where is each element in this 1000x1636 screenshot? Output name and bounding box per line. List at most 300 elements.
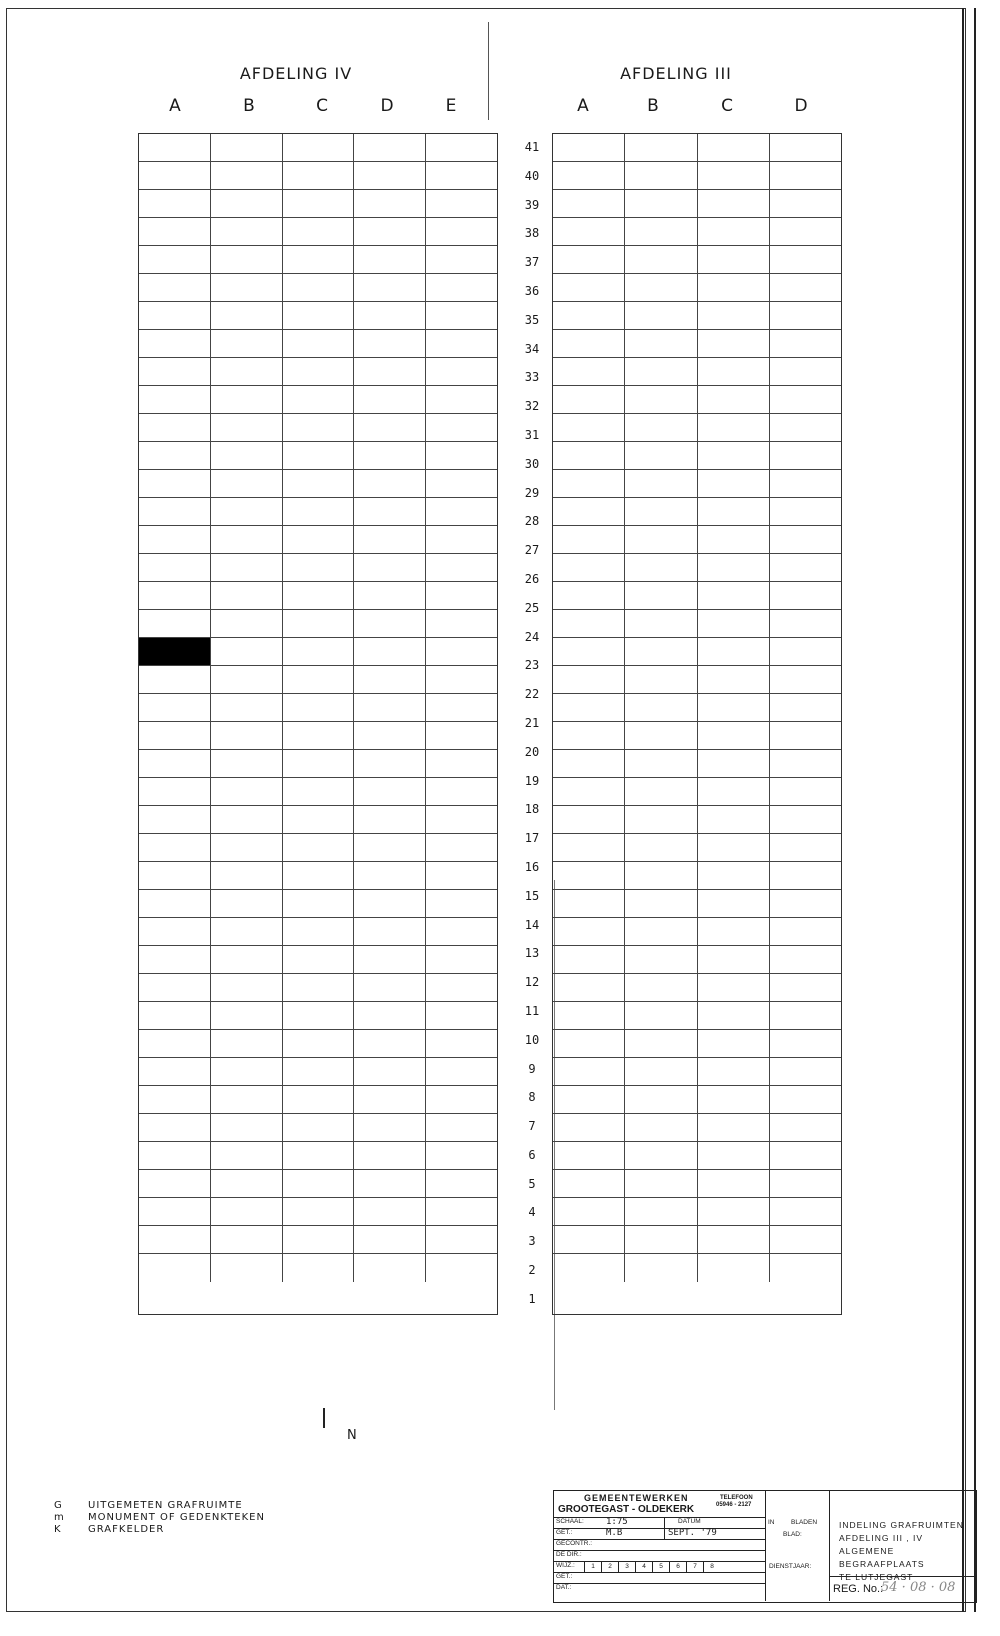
grave-plot [211, 890, 283, 917]
grave-plot [354, 526, 426, 553]
grave-row [553, 386, 841, 414]
grave-plot [283, 666, 355, 693]
grave-plot [211, 946, 283, 973]
grave-plot [426, 386, 497, 413]
grave-plot [426, 722, 497, 749]
grave-row [139, 386, 497, 414]
column-header: D [380, 96, 394, 116]
description-line: INDELING GRAFRUIMTEN [839, 1520, 964, 1530]
grave-plot [354, 414, 426, 441]
grave-row [139, 778, 497, 806]
grave-plot [211, 1198, 283, 1225]
grave-plot [553, 666, 625, 693]
grave-row [553, 862, 841, 890]
grave-plot [770, 862, 841, 889]
legend-text: UITGEMETEN GRAFRUIMTE [88, 1500, 243, 1511]
grave-plot [211, 638, 283, 665]
row-number: 32 [524, 399, 540, 414]
grave-plot [283, 330, 355, 357]
grave-plot [770, 1086, 841, 1113]
grave-row [553, 190, 841, 218]
grave-row [553, 1030, 841, 1058]
grave-plot [698, 1002, 770, 1029]
grave-plot [698, 386, 770, 413]
grave-plot [698, 554, 770, 581]
grave-row [553, 330, 841, 358]
dat-label: DAT.: [556, 1584, 572, 1591]
grave-row [139, 750, 497, 778]
row-number: 36 [524, 283, 540, 298]
grave-plot [770, 218, 841, 245]
grave-row [553, 610, 841, 638]
grave-plot [211, 1086, 283, 1113]
grave-row [553, 918, 841, 946]
grave-plot [283, 946, 355, 973]
grave-plot [553, 778, 625, 805]
grave-plot [698, 610, 770, 637]
grave-plot [625, 1058, 697, 1085]
grave-plot [770, 190, 841, 217]
grave-plot [139, 302, 211, 329]
grave-plot [283, 582, 355, 609]
row-number: 6 [528, 1147, 536, 1162]
grave-plot [426, 750, 497, 777]
grave-plot [354, 778, 426, 805]
grave-plot [553, 554, 625, 581]
grave-row [139, 1002, 497, 1030]
grave-plot [283, 1114, 355, 1141]
grave-plot [625, 610, 697, 637]
grave-plot [625, 638, 697, 665]
grave-row [139, 1198, 497, 1226]
grave-row [139, 414, 497, 442]
grave-row [139, 1030, 497, 1058]
grave-plot [625, 806, 697, 833]
grave-plot [354, 1226, 426, 1253]
schaal-value: 1:75 [606, 1517, 628, 1527]
grave-row [553, 498, 841, 526]
grave-plot [139, 778, 211, 805]
grave-plot [625, 890, 697, 917]
grave-plot [770, 1030, 841, 1057]
north-label: N [347, 1428, 357, 1443]
grave-plot [211, 1030, 283, 1057]
grave-plot [698, 1170, 770, 1197]
legend-text: MONUMENT OF GEDENKTEKEN [88, 1512, 265, 1523]
row-number: 15 [524, 888, 540, 903]
grave-plot [625, 498, 697, 525]
grave-plot [625, 582, 697, 609]
grave-row [553, 302, 841, 330]
grave-plot [426, 946, 497, 973]
grave-plot [698, 666, 770, 693]
grave-row [553, 218, 841, 246]
row-number: 3 [528, 1234, 536, 1249]
grave-plot [211, 414, 283, 441]
grave-plot [698, 470, 770, 497]
grave-row [553, 1114, 841, 1142]
grid-afdeling-iii [552, 133, 842, 1315]
grave-row [139, 554, 497, 582]
grave-plot [283, 806, 355, 833]
grave-row [139, 1086, 497, 1114]
grave-row [553, 442, 841, 470]
grave-plot [354, 386, 426, 413]
grave-plot [354, 806, 426, 833]
grave-row [553, 1142, 841, 1170]
grave-plot [426, 1086, 497, 1113]
org-name: GEMEENTEWERKEN [584, 1493, 689, 1503]
row-number: 25 [524, 600, 540, 615]
grave-plot [553, 638, 625, 665]
grave-row [139, 470, 497, 498]
grave-plot [770, 442, 841, 469]
grave-plot [283, 1030, 355, 1057]
grave-row [553, 666, 841, 694]
grave-row [553, 974, 841, 1002]
revision-number: 1 [584, 1561, 601, 1572]
sheet-right-edge [962, 8, 964, 1612]
column-header: A [577, 96, 589, 116]
grave-plot [625, 694, 697, 721]
section-separator [488, 22, 489, 120]
grave-plot [426, 218, 497, 245]
grave-plot [625, 946, 697, 973]
grave-plot [139, 834, 211, 861]
row-number: 22 [524, 687, 540, 702]
grave-plot [211, 778, 283, 805]
grave-row [139, 190, 497, 218]
grave-plot [698, 638, 770, 665]
grave-plot [426, 778, 497, 805]
grave-plot [698, 694, 770, 721]
grave-plot [211, 358, 283, 385]
column-header: A [169, 96, 181, 116]
grave-plot [283, 1226, 355, 1253]
get-value: M.B [606, 1528, 623, 1538]
grave-plot [283, 442, 355, 469]
row-number: 35 [524, 312, 540, 327]
grave-plot [283, 302, 355, 329]
grave-plot [139, 694, 211, 721]
grave-plot [211, 1114, 283, 1141]
grave-row [553, 834, 841, 862]
grave-plot [354, 638, 426, 665]
telephone-label: TELEFOON [720, 1495, 753, 1501]
grave-plot [553, 386, 625, 413]
row-number: 33 [524, 370, 540, 385]
grave-row [553, 554, 841, 582]
grave-row [553, 1254, 841, 1282]
grave-plot [698, 890, 770, 917]
grave-plot [283, 834, 355, 861]
grave-plot [211, 498, 283, 525]
grave-plot [139, 442, 211, 469]
grave-plot [211, 806, 283, 833]
row-number: 13 [524, 946, 540, 961]
grave-plot [283, 274, 355, 301]
grave-row [139, 694, 497, 722]
grave-plot [625, 1002, 697, 1029]
grave-plot [625, 134, 697, 161]
grave-row [139, 218, 497, 246]
grave-plot [283, 554, 355, 581]
grave-plot [698, 1114, 770, 1141]
grave-plot [553, 890, 625, 917]
grave-plot [770, 1058, 841, 1085]
grave-plot [553, 862, 625, 889]
grave-plot [354, 246, 426, 273]
grave-plot [553, 806, 625, 833]
grave-plot [283, 1058, 355, 1085]
grave-plot [553, 162, 625, 189]
grave-plot [625, 1198, 697, 1225]
grave-plot [354, 582, 426, 609]
grave-plot [354, 498, 426, 525]
revision-number: 7 [686, 1561, 703, 1572]
grave-plot [283, 1254, 355, 1282]
grave-plot [698, 1226, 770, 1253]
grave-plot [770, 1002, 841, 1029]
column-header: D [794, 96, 808, 116]
grave-plot [770, 1114, 841, 1141]
reg-label: REG. No.: [833, 1583, 884, 1595]
grave-plot [770, 162, 841, 189]
grave-plot [139, 862, 211, 889]
grave-plot [354, 470, 426, 497]
grave-row [139, 862, 497, 890]
grave-plot [770, 274, 841, 301]
grave-plot [698, 918, 770, 945]
row-number: 38 [524, 226, 540, 241]
grave-plot [770, 1198, 841, 1225]
grave-plot [553, 1142, 625, 1169]
grave-plot [625, 750, 697, 777]
grave-plot [354, 190, 426, 217]
grave-plot [625, 1170, 697, 1197]
grave-row [553, 1002, 841, 1030]
grave-plot [770, 722, 841, 749]
grave-plot [426, 554, 497, 581]
grave-row [553, 722, 841, 750]
grave-plot [354, 1142, 426, 1169]
grave-plot [139, 1086, 211, 1113]
grave-plot [553, 694, 625, 721]
grave-row [139, 582, 497, 610]
grave-plot [553, 834, 625, 861]
revision-number: 2 [601, 1561, 618, 1572]
grave-plot [426, 834, 497, 861]
grave-plot [426, 1226, 497, 1253]
grave-plot [426, 274, 497, 301]
grave-row [139, 638, 497, 666]
grave-plot [139, 330, 211, 357]
grave-plot [139, 806, 211, 833]
row-number: 1 [528, 1291, 536, 1306]
grave-plot [553, 974, 625, 1001]
grave-plot [553, 1254, 625, 1282]
grave-plot [770, 246, 841, 273]
grave-plot [625, 414, 697, 441]
grave-plot [139, 386, 211, 413]
grave-plot [625, 442, 697, 469]
legend-item [54, 1500, 265, 1512]
grave-plot [625, 1114, 697, 1141]
grave-plot [211, 274, 283, 301]
grave-plot [553, 470, 625, 497]
grave-plot [698, 1058, 770, 1085]
organization-header [554, 1491, 765, 1518]
grave-plot [426, 302, 497, 329]
grave-row [553, 526, 841, 554]
grave-plot [139, 1058, 211, 1085]
row-numbers [512, 133, 552, 1314]
grave-plot [139, 946, 211, 973]
legend-code: K [54, 1524, 62, 1535]
grave-plot [770, 498, 841, 525]
grave-plot [139, 1002, 211, 1029]
grave-plot [698, 778, 770, 805]
row-number: 27 [524, 543, 540, 558]
grave-plot [354, 358, 426, 385]
grave-plot [211, 1002, 283, 1029]
grave-plot [426, 918, 497, 945]
grave-plot [426, 498, 497, 525]
title-block-middle [765, 1491, 830, 1601]
grave-plot [211, 554, 283, 581]
grave-plot [625, 162, 697, 189]
grave-plot [283, 722, 355, 749]
grave-plot [354, 946, 426, 973]
row-number: 40 [524, 168, 540, 183]
grave-plot [426, 974, 497, 1001]
grave-plot [354, 666, 426, 693]
grave-row [139, 1142, 497, 1170]
grave-row [139, 274, 497, 302]
grave-plot [625, 1254, 697, 1282]
grave-plot [211, 442, 283, 469]
grave-row [553, 414, 841, 442]
grave-plot [770, 750, 841, 777]
grave-plot [139, 1030, 211, 1057]
grave-plot [625, 1030, 697, 1057]
grave-plot [698, 134, 770, 161]
row-number: 2 [528, 1263, 536, 1278]
grave-plot [211, 974, 283, 1001]
grave-plot [211, 526, 283, 553]
grave-plot [770, 358, 841, 385]
grave-plot [625, 1142, 697, 1169]
grave-row [553, 358, 841, 386]
grave-row [553, 582, 841, 610]
section-title-iv: AFDELING IV [239, 64, 353, 83]
grave-row [139, 246, 497, 274]
grave-plot [625, 218, 697, 245]
grave-row [553, 890, 841, 918]
grave-plot [139, 666, 211, 693]
grave-plot [625, 1226, 697, 1253]
grave-row [139, 162, 497, 190]
grave-plot [283, 778, 355, 805]
grave-row [139, 890, 497, 918]
grave-plot [211, 134, 283, 161]
grave-plot [625, 470, 697, 497]
grave-plot [426, 1142, 497, 1169]
grave-row [139, 330, 497, 358]
grave-plot [354, 1198, 426, 1225]
grave-plot [698, 750, 770, 777]
row-number: 14 [524, 917, 540, 932]
grave-plot [770, 666, 841, 693]
grave-plot [354, 750, 426, 777]
row-number: 18 [524, 802, 540, 817]
description-line: AFDELING III , IV [839, 1533, 924, 1543]
grave-plot [698, 862, 770, 889]
grave-plot [139, 414, 211, 441]
row-number: 10 [524, 1032, 540, 1047]
column-header: B [647, 96, 659, 116]
grave-plot [553, 1058, 625, 1085]
legend-code: G [54, 1500, 63, 1511]
grave-plot [426, 610, 497, 637]
divider [664, 1517, 665, 1528]
grave-plot [211, 694, 283, 721]
grave-plot [283, 1170, 355, 1197]
grave-plot [770, 386, 841, 413]
grave-plot [139, 526, 211, 553]
grave-plot [283, 1086, 355, 1113]
grave-row [139, 1170, 497, 1198]
grave-plot [426, 470, 497, 497]
grave-plot [625, 330, 697, 357]
legend-code: m [54, 1512, 65, 1523]
grave-plot [625, 666, 697, 693]
revision-number: 6 [669, 1561, 686, 1572]
grave-plot [698, 1030, 770, 1057]
grave-row [139, 946, 497, 974]
grave-plot [625, 190, 697, 217]
grave-plot [770, 582, 841, 609]
grave-plot [211, 218, 283, 245]
revision-number: 4 [635, 1561, 652, 1572]
row-number: 37 [524, 255, 540, 270]
grave-plot-marked [139, 638, 211, 665]
grave-row [553, 246, 841, 274]
row-number: 7 [528, 1119, 536, 1134]
grave-plot [625, 526, 697, 553]
grave-plot [625, 722, 697, 749]
grave-plot [283, 694, 355, 721]
grave-plot [698, 442, 770, 469]
grave-row [139, 1058, 497, 1086]
grave-plot [770, 890, 841, 917]
grave-plot [211, 862, 283, 889]
datum-label: DATUM [678, 1518, 701, 1525]
grave-plot [770, 638, 841, 665]
grave-plot [426, 414, 497, 441]
grave-plot [698, 582, 770, 609]
grave-plot [139, 1254, 211, 1282]
wijz-label: WIJZ.: [556, 1562, 575, 1569]
title-block-left [554, 1491, 766, 1601]
revision-number: 3 [618, 1561, 635, 1572]
row-number: 34 [524, 341, 540, 356]
grave-plot [553, 1170, 625, 1197]
grave-plot [283, 162, 355, 189]
grave-plot [211, 610, 283, 637]
grave-plot [770, 554, 841, 581]
grave-plot [770, 946, 841, 973]
